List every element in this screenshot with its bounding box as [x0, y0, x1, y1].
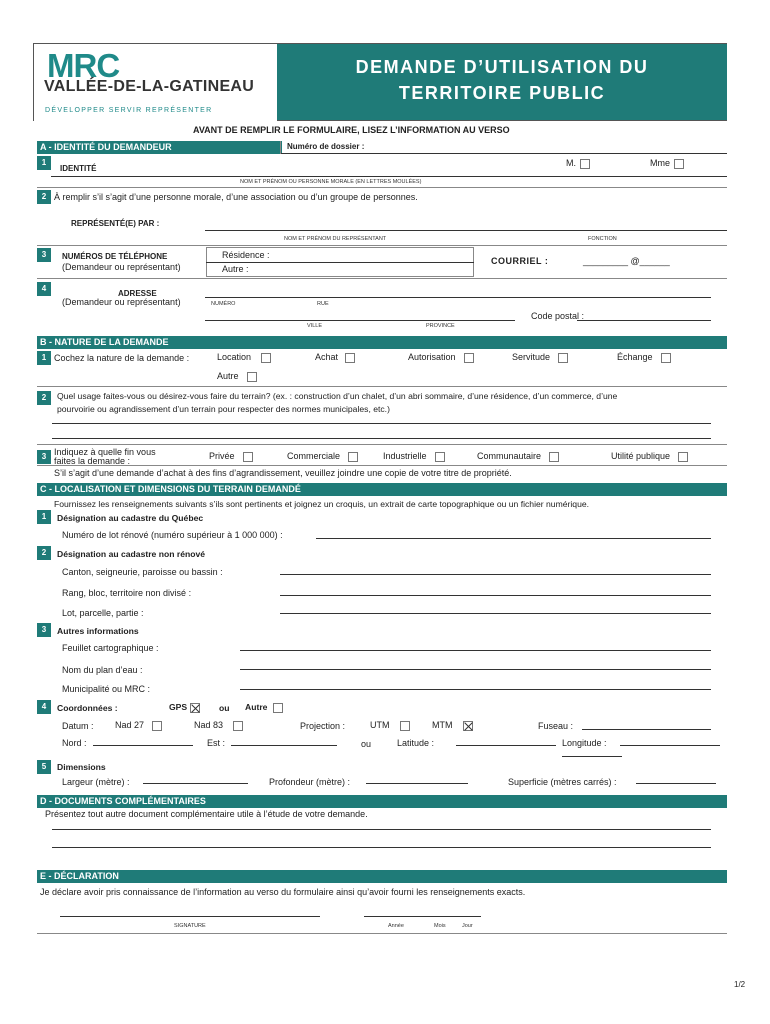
achat-checkbox[interactable]: [345, 353, 355, 363]
servitude-checkbox[interactable]: [558, 353, 568, 363]
canton-label: Canton, seigneurie, paroisse ou bassin :: [62, 567, 223, 577]
logo-name: VALLÉE-DE-LA-GATINEAU: [44, 78, 255, 95]
b1-number: 1: [37, 351, 51, 365]
est-label: Est :: [207, 738, 226, 748]
ville-caption: VILLE: [307, 323, 322, 329]
title-line2: TERRITOIRE PUBLIC: [398, 83, 606, 103]
signature-caption: SIGNATURE: [174, 923, 206, 929]
lot-label: Numéro de lot rénové (numéro supérieur à 1 000 000) :: [62, 530, 283, 540]
represente-field[interactable]: [205, 230, 727, 231]
usage-field-1[interactable]: [52, 423, 711, 424]
usage-line2: pourvoirie ou agrandissement d’un terrain pour respecter des normes municipales, etc.): [57, 404, 390, 414]
autre-tel-label: Autre :: [222, 264, 249, 274]
ou-text: ou: [219, 703, 230, 713]
commerciale-option[interactable]: Commerciale: [287, 451, 358, 462]
section-b-title: B - NATURE DE LA DEMANDE: [37, 336, 727, 349]
form-header: [33, 43, 727, 121]
courriel-field[interactable]: _________ @______: [583, 256, 670, 266]
adresse-field[interactable]: [205, 297, 711, 298]
residence-label: Résidence :: [222, 250, 270, 260]
autorisation-checkbox[interactable]: [464, 353, 474, 363]
agrandissement-note: S’il s’agit d’une demande d’achat à des fins d’agrandissement, veuillez joindre une copie de votre titre de propriété.: [54, 468, 512, 478]
municipalite-field[interactable]: [240, 689, 711, 690]
nord-label: Nord :: [62, 738, 87, 748]
largeur-label: Largeur (mètre) :: [62, 777, 130, 787]
nad83-checkbox[interactable]: [233, 721, 243, 731]
logo-mrc: MRC: [47, 47, 120, 84]
nad27-checkbox[interactable]: [152, 721, 162, 731]
code-postal-label: Code postal :: [531, 311, 585, 321]
section-d-title: D - DOCUMENTS COMPLÉMENTAIRES: [37, 795, 727, 808]
remplir-text: À remplir s’il s’agit d’une personne morale, d’une association ou d’un groupe de personnes.: [54, 192, 418, 202]
utilite-checkbox[interactable]: [678, 452, 688, 462]
municipalite-label: Municipalité ou MRC :: [62, 684, 151, 694]
c3-number: 3: [37, 623, 51, 637]
tel-label: NUMÉROS DE TÉLÉPHONE: [62, 252, 168, 261]
autre-nature-checkbox[interactable]: [247, 372, 257, 382]
cadastre-quebec-label: Désignation au cadastre du Québec: [57, 513, 204, 523]
province-caption: PROVINCE: [426, 323, 455, 329]
commerciale-checkbox[interactable]: [348, 452, 358, 462]
identite-field[interactable]: [51, 176, 727, 177]
signature-field[interactable]: [60, 916, 320, 917]
mtm-checkbox-checked[interactable]: [463, 721, 473, 731]
lot-field[interactable]: [316, 538, 711, 539]
residence-field[interactable]: [206, 262, 474, 263]
mtm-option[interactable]: MTM: [432, 720, 473, 731]
a2-number: 2: [37, 190, 51, 204]
canton-field[interactable]: [280, 574, 711, 575]
a3-number: 3: [37, 248, 51, 262]
privee-option[interactable]: Privée: [209, 451, 253, 462]
form-title: [277, 44, 727, 120]
rep-caption-function: FONCTION: [588, 236, 617, 242]
utilite-option[interactable]: Utilité publique: [611, 451, 688, 462]
utm-checkbox[interactable]: [400, 721, 410, 731]
section-c-title: C - LOCALISATION ET DIMENSIONS DU TERRAIN DEMANDÉ: [37, 483, 727, 496]
a1-number: 1: [37, 156, 51, 170]
coordonnees-label: Coordonnées :: [57, 703, 118, 713]
plan-eau-field[interactable]: [240, 669, 711, 670]
profondeur-field[interactable]: [366, 783, 468, 784]
b3-number: 3: [37, 450, 51, 464]
documents-field-1[interactable]: [52, 829, 711, 830]
adresse-sub: (Demandeur ou représentant): [62, 297, 181, 307]
projection-label: Projection :: [300, 721, 346, 731]
tel-sub: (Demandeur ou représentant): [62, 262, 181, 272]
date-field[interactable]: [364, 916, 481, 917]
longitude-field[interactable]: [620, 745, 720, 746]
notice: AVANT DE REMPLIR LE FORMULAIRE, LISEZ L’INFORMATION AU VERSO: [193, 125, 510, 135]
dimensions-label: Dimensions: [57, 762, 106, 772]
jour-caption: Jour: [462, 923, 473, 929]
c4-number: 4: [37, 700, 51, 714]
section-e-title: E - DÉCLARATION: [37, 870, 727, 883]
nord-field[interactable]: [93, 745, 193, 746]
usage-line1: Quel usage faites-vous ou désirez-vous faire du terrain? (ex. : construction d’un chalet, d’un abri sommaire, d’une résidence, d’un commerce, d’une: [57, 391, 618, 401]
gps-option[interactable]: GPS: [169, 702, 200, 713]
lot-parcelle-field[interactable]: [280, 613, 711, 614]
d-text: Présentez tout autre document complémentaire utile à l’étude de votre demande.: [45, 809, 368, 819]
profondeur-label: Profondeur (mètre) :: [269, 777, 351, 787]
nad83-option[interactable]: Nad 83: [194, 720, 243, 731]
annee-caption: Année: [388, 923, 404, 929]
feuillet-field[interactable]: [240, 650, 711, 651]
largeur-field[interactable]: [143, 783, 248, 784]
plan-eau-label: Nom du plan d’eau :: [62, 665, 143, 675]
rue-caption: RUE: [317, 301, 329, 307]
mme-checkbox[interactable]: [674, 159, 684, 169]
cadastre-nonrenove-label: Désignation au cadastre non rénové: [57, 549, 206, 559]
mois-caption: Mois: [434, 923, 446, 929]
adresse-label: ADRESSE: [118, 289, 157, 298]
c1-number: 1: [37, 510, 51, 524]
communautaire-checkbox[interactable]: [549, 452, 559, 462]
b2-number: 2: [37, 391, 51, 405]
superficie-label: Superficie (mètres carrés) :: [508, 777, 617, 787]
section-a-title: A - IDENTITÉ DU DEMANDEUR: [37, 141, 282, 154]
gps-checkbox-checked[interactable]: [190, 703, 200, 713]
autre-coord-option[interactable]: Autre: [245, 702, 283, 713]
code-postal-field[interactable]: [577, 320, 711, 321]
c2-number: 2: [37, 546, 51, 560]
dossier-label: Numéro de dossier :: [287, 142, 365, 151]
courriel-label: COURRIEL :: [491, 256, 549, 266]
rang-field[interactable]: [280, 595, 711, 596]
ou2-text: ou: [361, 739, 372, 749]
numero-caption: NUMÉRO: [211, 301, 236, 307]
c-intro: Fournissez les renseignements suivants s’ils sont pertinents et joignez un croquis, un extrait de carte topographique ou un fichier numérique.: [54, 499, 590, 509]
longitude-label: Longitude :: [562, 738, 607, 748]
datum-label: Datum :: [62, 721, 94, 731]
m-checkbox[interactable]: [580, 159, 590, 169]
echange-option[interactable]: Échange: [617, 352, 671, 363]
communautaire-option[interactable]: Communautaire: [477, 451, 559, 462]
achat-option[interactable]: Achat: [315, 352, 355, 363]
fuseau-label: Fuseau :: [538, 721, 574, 731]
privee-checkbox[interactable]: [243, 452, 253, 462]
ville-field[interactable]: [205, 320, 515, 321]
m-option[interactable]: M.: [566, 158, 590, 169]
a4-number: 4: [37, 282, 51, 296]
est-field[interactable]: [231, 745, 337, 746]
autre-nature-option[interactable]: Autre: [217, 371, 257, 382]
rang-label: Rang, bloc, territoire non divisé :: [62, 588, 192, 598]
e-text: Je déclare avoir pris connaissance de l’information au verso du formulaire ainsi qu’avoir fourni les renseignements exacts.: [40, 887, 526, 897]
identite-caption: NOM ET PRÉNOM OU PERSONNE MORALE (EN LETTRES MOULÉES): [240, 179, 422, 185]
mrc-logo: [34, 44, 277, 122]
superficie-field[interactable]: [636, 783, 716, 784]
autre-coord-checkbox[interactable]: [273, 703, 283, 713]
identite-label: IDENTITÉ: [60, 164, 97, 173]
lot-parcelle-label: Lot, parcelle, partie :: [62, 608, 144, 618]
usage-field-2[interactable]: [52, 438, 711, 439]
latitude-label: Latitude :: [397, 738, 435, 748]
documents-field-2[interactable]: [52, 847, 711, 848]
location-option[interactable]: Location: [217, 352, 271, 363]
location-checkbox[interactable]: [261, 353, 271, 363]
mme-option[interactable]: Mme: [650, 158, 684, 169]
autorisation-option[interactable]: Autorisation: [408, 352, 474, 363]
rep-caption-name: NOM ET PRÉNOM DU REPRÉSENTANT: [284, 236, 387, 242]
page-number: 1/2: [734, 980, 746, 989]
industrielle-option[interactable]: Industrielle: [383, 451, 445, 462]
industrielle-checkbox[interactable]: [435, 452, 445, 462]
nad27-option[interactable]: Nad 27: [115, 720, 162, 731]
autres-info-label: Autres informations: [57, 626, 139, 636]
fin-line2: faites la demande :: [54, 456, 131, 466]
utm-option[interactable]: UTM: [370, 720, 410, 731]
title-line1: DEMANDE D’UTILISATION DU: [355, 57, 649, 77]
latitude-field[interactable]: [456, 745, 556, 746]
fin-line1: Indiquez à quelle fin vous: [54, 447, 156, 457]
echange-checkbox[interactable]: [661, 353, 671, 363]
feuillet-label: Feuillet cartographique :: [62, 643, 159, 653]
c5-number: 5: [37, 760, 51, 774]
cochez-label: Cochez la nature de la demande :: [54, 353, 190, 363]
logo-slogan: DÉVELOPPER SERVIR REPRÉSENTER: [45, 107, 213, 114]
servitude-option[interactable]: Servitude: [512, 352, 568, 363]
fuseau-field[interactable]: [582, 729, 711, 730]
represente-label: REPRÉSENTÉ(E) PAR :: [71, 219, 160, 228]
